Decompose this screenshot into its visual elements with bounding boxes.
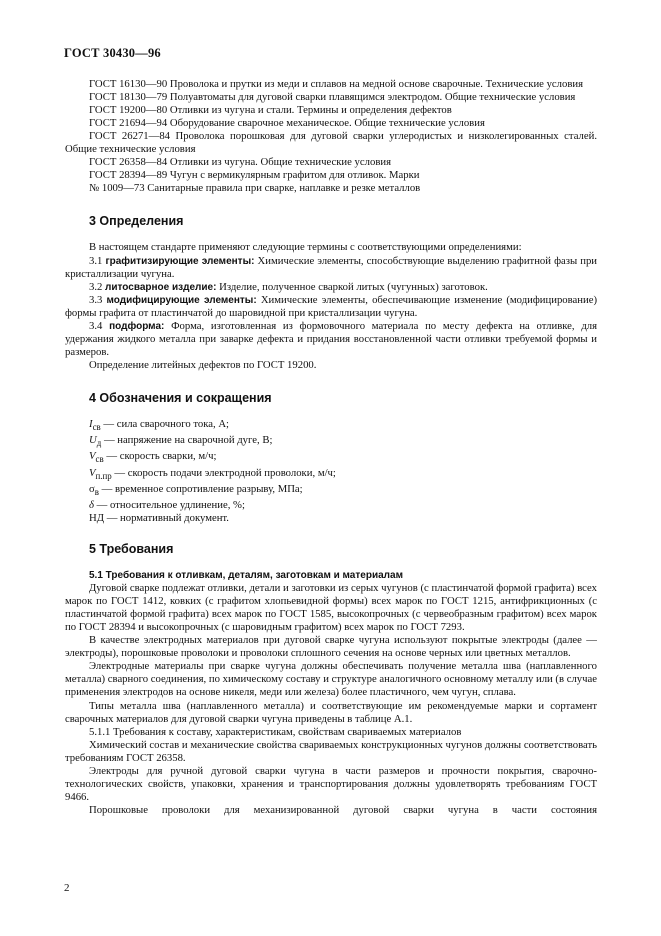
definition-item: 3.2 литосварное изделие: Изделие, полученное сваркой литых (чугунных) заготовок. [89, 280, 488, 293]
paragraph: Дуговой сварке подлежат отливки, детали и заготовки из серых чугунов (с пластинчатой формой графита) всех марок по ГОСТ 1412, ковких (с графитом хлопьевидной формы) всех марок по ГОСТ 1215, антифрикционных (с пластинчатой формой графита) всех марок по ГОСТ 1585, высокопрочных (с червеобразным графитом) всех марок по ГОСТ 28394 и высокопрочных (с шаровидным графитом) всех марок по ГОСТ 7293. [65, 582, 597, 634]
reference-item: ГОСТ 26358—84 Отливки из чугуна. Общие технические условия [89, 156, 392, 169]
definition-item: 3.3 модифицирующие элементы: Химические элементы, обеспечивающие изменение (модифицирование) формы графита от пластинчатой до шаровидной при кристаллизации чугуна. [65, 293, 598, 319]
paragraph: Химический состав и механические свойства свариваемых конструкционных чугунов должны соответствовать требованиям ГОСТ 26358. [65, 738, 597, 764]
symbol-item: $I_{св}$ — сила сварочного тока, А; [89, 417, 230, 433]
symbol-item: $V_{п.пр}$ — скорость подачи электродной проволоки, м/ч; [89, 466, 336, 481]
symbol-item: $\sigma_в$ — временное сопротивление разрыву, МПа; [89, 482, 303, 497]
symbols-list [65, 418, 597, 525]
paragraph: Порошковые проволоки для механизированной дуговой сварки чугуна в части состояния [89, 803, 597, 816]
paragraph: Электродные материалы при сварке чугуна должны обеспечивать получение металла шва (наплавленного металла) сварного соединения, по химическому составу и структуре аналогичного основному металлу или (в случае применения электродов на основе никеля, меди или железа) более пластичного, чем чугун, сплава. [65, 660, 597, 699]
section-3-intro: В настоящем стандарте применяют следующие термины с соответствующими определениями: [89, 241, 522, 254]
references-list [65, 78, 597, 195]
page-number: 2 [64, 882, 70, 894]
symbol-item: $V_{св}$ — скорость сварки, м/ч; [89, 450, 217, 465]
symbol-item: $U_д$ — напряжение на сварочной дуге, В; [89, 434, 273, 449]
reference-item: ГОСТ 28394—89 Чугун с вермикулярным графитом для отливок. Марки [89, 169, 420, 182]
symbol-item: δ — относительное удлинение, %; [89, 498, 245, 511]
definition-term: литосварное изделие: [105, 281, 217, 293]
document-header: ГОСТ 30430—96 [64, 46, 161, 60]
reference-item: ГОСТ 16130—90 Проволока и прутки из меди и сплавов на медной основе сварочные. Технические условия [89, 78, 584, 90]
section-3-footer: Определение литейных дефектов по ГОСТ 19200. [89, 358, 317, 371]
reference-item: ГОСТ 26271—84 Проволока порошковая для дуговой сварки углеродистых и низколегированных сталей. Общие технические условия [65, 130, 597, 156]
paragraph: Электроды для ручной дуговой сварки чугуна в части размеров и прочности покрытия, сварочно-технологических свойств, упаковки, хранения и транспортирования должны удовлетворять требованиям ГОСТ 9466. [65, 764, 597, 803]
symbol-item: НД — нормативный документ. [89, 511, 229, 524]
reference-item: № 1009—73 Санитарные правила при сварке, наплавке и резке металлов [89, 182, 421, 195]
clause-5-1-1: 5.1.1 Требования к составу, характеристикам, свойствам свариваемых материалов [89, 725, 462, 738]
section-5-heading: 5 Требования [89, 542, 174, 557]
definition-term: подформа: [109, 320, 165, 332]
reference-item: ГОСТ 18130—79 Полуавтоматы для дуговой сварки плавящимся электродом. Общие технические условия [89, 91, 576, 104]
reference-item: ГОСТ 21694—94 Оборудование сварочное механическое. Общие технические условия [89, 117, 485, 130]
section-3-heading: 3 Определения [89, 214, 184, 229]
section-4-heading: 4 Обозначения и сокращения [89, 390, 272, 405]
definition-term: графитизирующие элементы: [105, 255, 255, 267]
definition-item: 3.4 подформа: Форма, изготовленная из формовочного материала по месту дефекта на отливке, для удержания жидкого металла при заварке дефекта и придания восстановленной части отливки требуемой формы и размеров. [65, 319, 598, 358]
subsection-5-1-heading: 5.1 Требования к отливкам, деталям, заготовкам и материалам [89, 570, 403, 582]
definition-item: 3.1 графитизирующие элементы: Химические элементы, способствующие выделению графитной фазы при кристаллизации чугуна. [65, 254, 598, 280]
paragraph: Типы металла шва (наплавленного металла) и соответствующие им рекомендуемые марки и сортамент сварочных материалов для дуговой сварки чугуна приведены в таблице А.1. [65, 699, 597, 725]
definition-term: модифицирующие элементы: [106, 294, 257, 306]
document-body [65, 78, 597, 817]
paragraph: В качестве электродных материалов при дуговой сварке чугуна используют покрытые электроды (далее — электроды), порошковые проволоки и проволоки сплошного сечения на основе черных или цветных металлов. [65, 634, 597, 660]
reference-item: ГОСТ 19200—80 Отливки из чугуна и стали. Термины и определения дефектов [89, 104, 452, 117]
